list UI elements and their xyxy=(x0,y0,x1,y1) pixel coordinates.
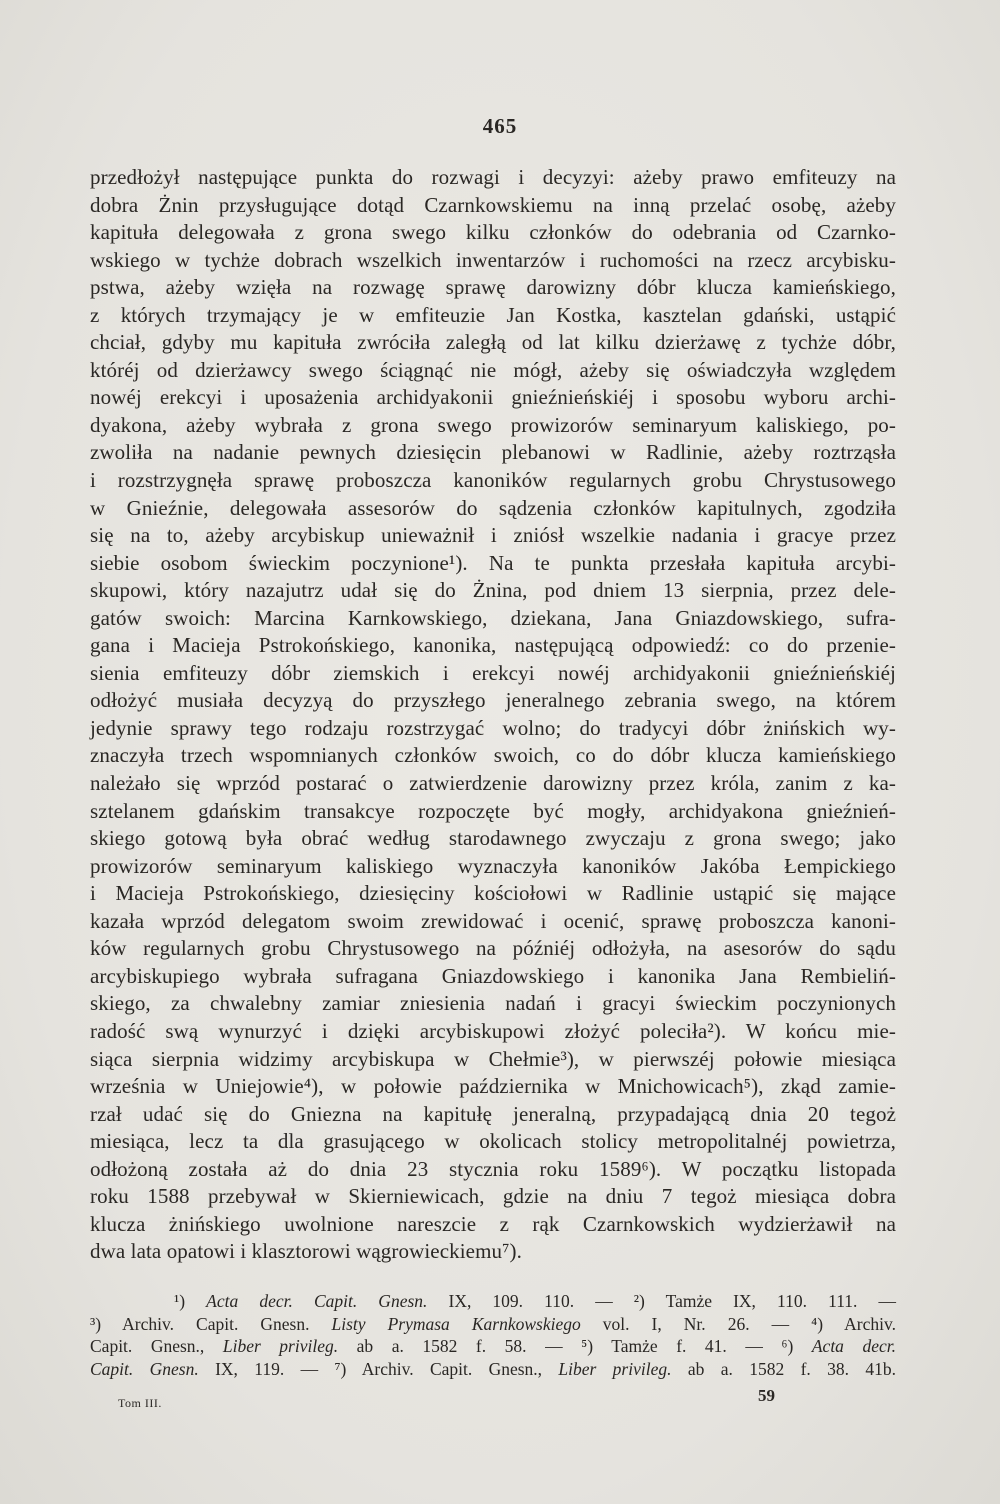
text-line: dyakona, ażeby wybrała z grona swego prowizorów seminaryum kaliskiego, po- xyxy=(90,412,896,437)
text-line: nowéj erekcyi i uposażenia archidyakonii gnieźnieńskiéj i sposobu wyboru archi- xyxy=(90,385,896,410)
text-line: pstwa, ażeby wzięła na rozwagę sprawę darowizny dóbr klucza kamieńskiego, xyxy=(90,275,896,300)
text-line: gana i Macieja Pstrokońskiego, kanonika, następującą odpowiedź: co do przenie- xyxy=(90,633,896,658)
text-line: należało się wprzód postarać o zatwierdzenie darowizny przez króla, zanim z ka- xyxy=(90,771,896,796)
text-line: arcybiskupiego wybrała sufragana Gniazdowskiego i kanonika Jana Rembieliń- xyxy=(90,963,896,988)
text-line: jedynie sprawy tego rodzaju rozstrzygać wolno; do tradycyi dóbr żnińskich wy- xyxy=(90,715,896,740)
text-line: któréj od dzierżawcy swego ściągnąć nie mógł, ażeby się oświadczyła względem xyxy=(90,357,896,382)
text-line: skupowi, który nazajutrz udał się do Żnina, pod dniem 13 sierpnia, przez dele- xyxy=(90,578,896,603)
text-line: chciał, gdyby mu kapituła zwróciła zaległą od lat kilku dzierżawę z tychże dóbr, xyxy=(90,330,896,355)
text-line: z których trzymający je w emfiteuzie Jan Kostka, kasztelan gdański, ustąpić xyxy=(90,302,896,327)
text-line: i rozstrzygnęła sprawę proboszcza kanoników regularnych grobu Chrystusowego xyxy=(90,468,896,493)
text-line: kazała wprzód delegatom swoim zrewidować i ocenić, sprawę proboszcza kanoni- xyxy=(90,908,896,933)
text-line: przedłożył następujące punkta do rozwagi i decyzyi: ażeby prawo emfiteuzy na xyxy=(90,165,896,189)
page-number: 465 xyxy=(482,114,518,138)
text-line: ków regularnych grobu Chrystusowego na późniéj odłożyła, na asesorów do sądu xyxy=(90,936,896,961)
text-line: gatów swoich: Marcina Karnkowskiego, dziekana, Jana Gniazdowskiego, sufra- xyxy=(90,605,896,630)
text-line: miesiąca, lecz ta dla grasującego w okolicach stolicy metropolitalnéj powietrza, xyxy=(90,1129,896,1154)
text-line: kapituła delegowała z grona swego kilku członków do odebrania od Czarnko- xyxy=(90,220,896,245)
text-line: roku 1588 przebywał w Skierniewicach, gdzie na dniu 7 tegoż miesiąca dobra xyxy=(90,1184,896,1209)
text-line: i Macieja Pstrokońskiego, dziesięciny kościołowi w Radlinie ustąpić się mające xyxy=(90,881,896,906)
footnote-line: ¹) Acta decr. Capit. Gnesn. IX, 109. 110. — ²) Tamże IX, 110. 111. — xyxy=(174,1291,897,1311)
text-line: siebie osobom świeckim poczynione¹). Na te punkta przesłała kapituła arcybi- xyxy=(90,550,896,575)
text-line: wskiego w tychże dobrach wszelkich inwentarzów i ruchomości na rzecz arcybisku- xyxy=(90,247,896,272)
footnotes xyxy=(90,1290,896,1380)
text-line: zwoliła na nadanie pewnych dziesięcin plebanowi w Radlinie, ażeby roztrząsła xyxy=(90,440,896,465)
text-line: odłożyć musiała decyzyą do przyszłego jeneralnego zebrania swego, na którem xyxy=(90,688,896,713)
text-line: w Gnieźnie, delegowała assesorów do sądzenia członków kapitulnych, zgodziła xyxy=(90,495,896,520)
text-line: się na to, ażeby arcybiskup unieważnił i zniósł wszelkie nadania i gracye przez xyxy=(90,523,896,548)
text-line: prowizorów seminaryum kaliskiego wyznaczyła kanoników Jakóba Łempickiego xyxy=(90,853,896,878)
text-line: sztelanem gdańskim transakcye rozpoczęte być mogły, archidyakona gnieźnień- xyxy=(90,798,896,823)
body-text xyxy=(90,164,896,1266)
footnote-line: Capit. Gnesn. IX, 119. — ⁷) Archiv. Capit. Gnesn., Liber privileg. ab a. 1582 f. 38. 41b. xyxy=(90,1358,896,1379)
text-line: dwa lata opatowi i klasztorowi wągrowieckiemu⁷). xyxy=(90,1239,522,1264)
text-line: klucza żnińskiego uwolnione nareszcie z rąk Czarnkowskich wydzierżawił na xyxy=(90,1211,896,1236)
text-line: dobra Żnin przysługujące dotąd Czarnkowskiemu na inną przelać osobę, ażeby xyxy=(90,192,896,217)
text-line: rzał udać się do Gniezna na kapitułę jeneralną, przypadającą dnia 20 tegoż xyxy=(90,1101,896,1126)
footnote-line: ³) Archiv. Capit. Gnesn. Listy Prymasa Karnkowskiego vol. I, Nr. 26. — ⁴) Archiv. xyxy=(90,1313,896,1334)
text-line: znaczyła trzech wspomnianych członków swoich, co do dóbr klucza kamieńskiego xyxy=(90,743,896,768)
text-line: radość swą wynurzyć i dzięki arcybiskupowi złożyć poleciła²). W końcu mie- xyxy=(90,1018,896,1043)
text-line: września w Uniejowie⁴), w połowie października w Mnichowicach⁵), zkąd zamie- xyxy=(90,1074,896,1099)
sheet-number: 59 xyxy=(758,1386,775,1405)
text-line: odłożoną została aż do dnia 23 stycznia roku 1589⁶). W początku listopada xyxy=(90,1156,896,1181)
volume-signature: Tom III. xyxy=(118,1396,162,1410)
text-line: skiego gotową była obrać według starodawnego zwyczaju z grona swego; jako xyxy=(90,826,896,851)
text-line: skiego, za chwalebny zamiar zniesienia nadań i gracyi świeckim poczynionych xyxy=(90,991,896,1016)
text-line: sienia emfiteuzy dóbr ziemskich i erekcyi nowéj archidyakonii gnieźnieńskiéj xyxy=(90,660,896,685)
text-line: siąca sierpnia widzimy arcybiskupa w Chełmie³), w pierwszéj połowie miesiąca xyxy=(90,1046,896,1071)
footnote-line: Capit. Gnesn., Liber privileg. ab a. 1582 f. 58. — ⁵) Tamże f. 41. — ⁶) Acta decr. xyxy=(90,1336,896,1356)
